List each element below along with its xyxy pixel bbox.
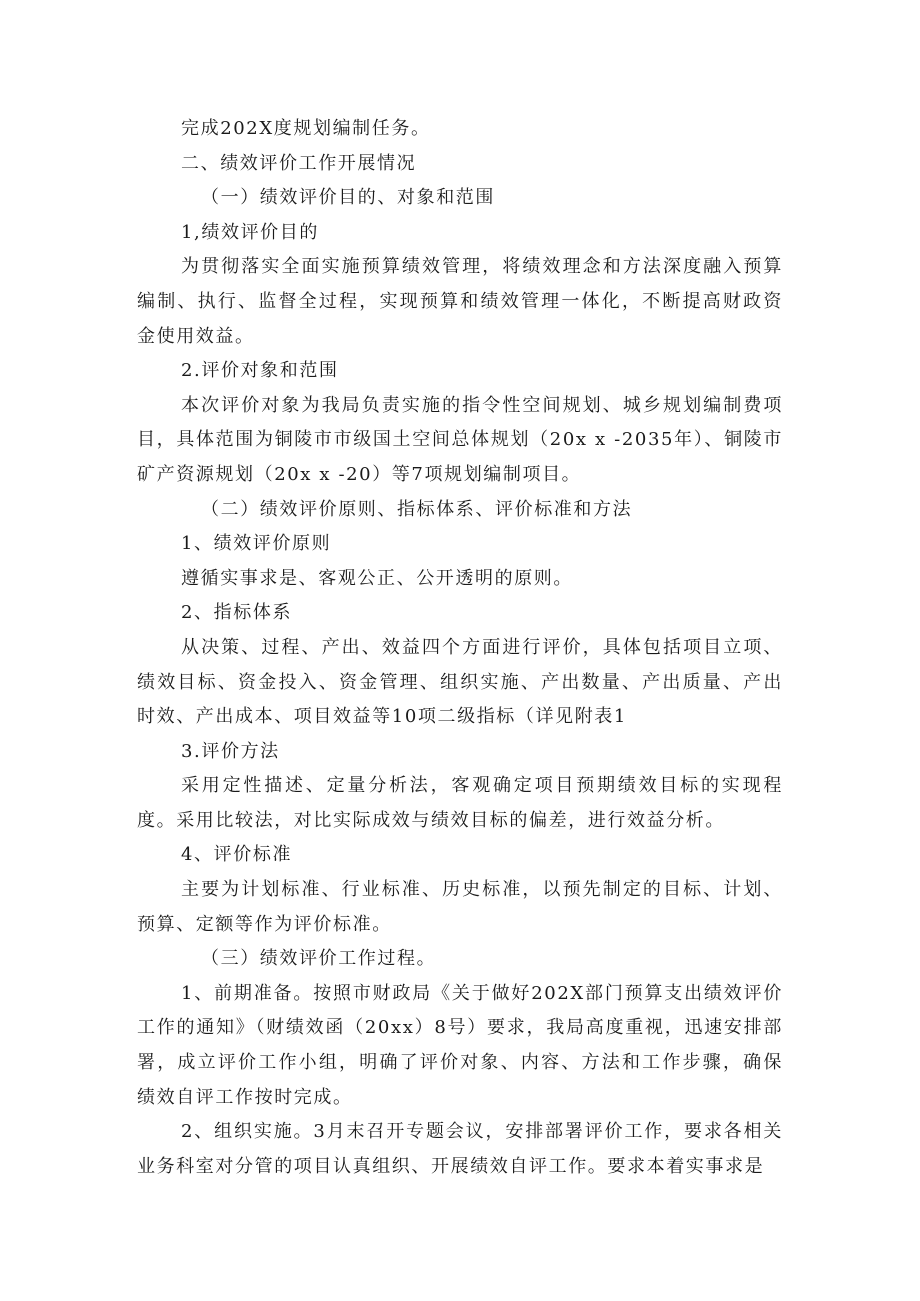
- item-heading-evaluation-purpose: 1,绩效评价目的: [181, 221, 319, 243]
- item-heading-principles: 1、绩效评价原则: [181, 533, 332, 555]
- subsection-heading-2-1: （一）绩效评价目的、对象和范围: [201, 187, 495, 209]
- paragraph-evaluation-purpose: 为贯彻落实全面实施预算绩效管理，将绩效理念和方法深度融入预算编制、执行、监督全过程，实现预算和绩效管理一体化，不断提高财政资金使用效益。: [137, 256, 783, 347]
- continuation-line: 完成202X度规划编制任务。: [181, 118, 431, 139]
- section-heading-2: 二、绩效评价工作开展情况: [181, 152, 417, 174]
- item-heading-methods: 3.评价方法: [181, 740, 280, 762]
- paragraph-object-scope: 本次评价对象为我局负责实施的指令性空间规划、城乡规划编制费项目，具体范围为铜陵市市级国土空间总体规划（20x x -2035年）、铜陵市矿产资源规划（20x x -20）等7项规划编制项目。: [137, 394, 783, 485]
- paragraph-indicator-system: 从决策、过程、产出、效益四个方面进行评价，具体包括项目立项、绩效目标、资金投入、资金管理、组织实施、产出数量、产出质量、产出时效、产出成本、项目效益等10项二级指标（详见附表1: [137, 636, 783, 728]
- paragraph-implementation: 2、组织实施。3月末召开专题会议，安排部署评价工作，要求各相关业务科室对分管的项目认真组织、开展绩效自评工作。要求本着实事求是: [137, 1121, 783, 1177]
- paragraph-principles: 遵循实事求是、客观公正、公开透明的原则。: [181, 567, 573, 589]
- item-heading-object-scope: 2.评价对象和范围: [181, 360, 339, 382]
- item-heading-standards: 4、评价标准: [181, 844, 293, 866]
- paragraph-methods: 采用定性描述、定量分析法，客观确定项目预期绩效目标的实现程度。采用比较法，对比实际成效与绩效目标的偏差，进行效益分析。: [137, 775, 783, 831]
- subsection-heading-2-2: （二）绩效评价原则、指标体系、评价标准和方法: [201, 498, 633, 520]
- paragraph-standards: 主要为计划标准、行业标准、历史标准，以预先制定的目标、计划、预算、定额等作为评价标准。: [137, 879, 783, 935]
- paragraph-preparation: 1、前期准备。按照市财政局《关于做好202X部门预算支出绩效评价工作的通知》（财绩效函（20xx）8号）要求，我局高度重视，迅速安排部署，成立评价工作小组，明确了评价对象、内容、方法和工作步骤，确保绩效自评工作按时完成。: [137, 982, 783, 1108]
- item-heading-indicator-system: 2、指标体系: [181, 602, 293, 624]
- subsection-heading-2-3: （三）绩效评价工作过程。: [201, 948, 437, 970]
